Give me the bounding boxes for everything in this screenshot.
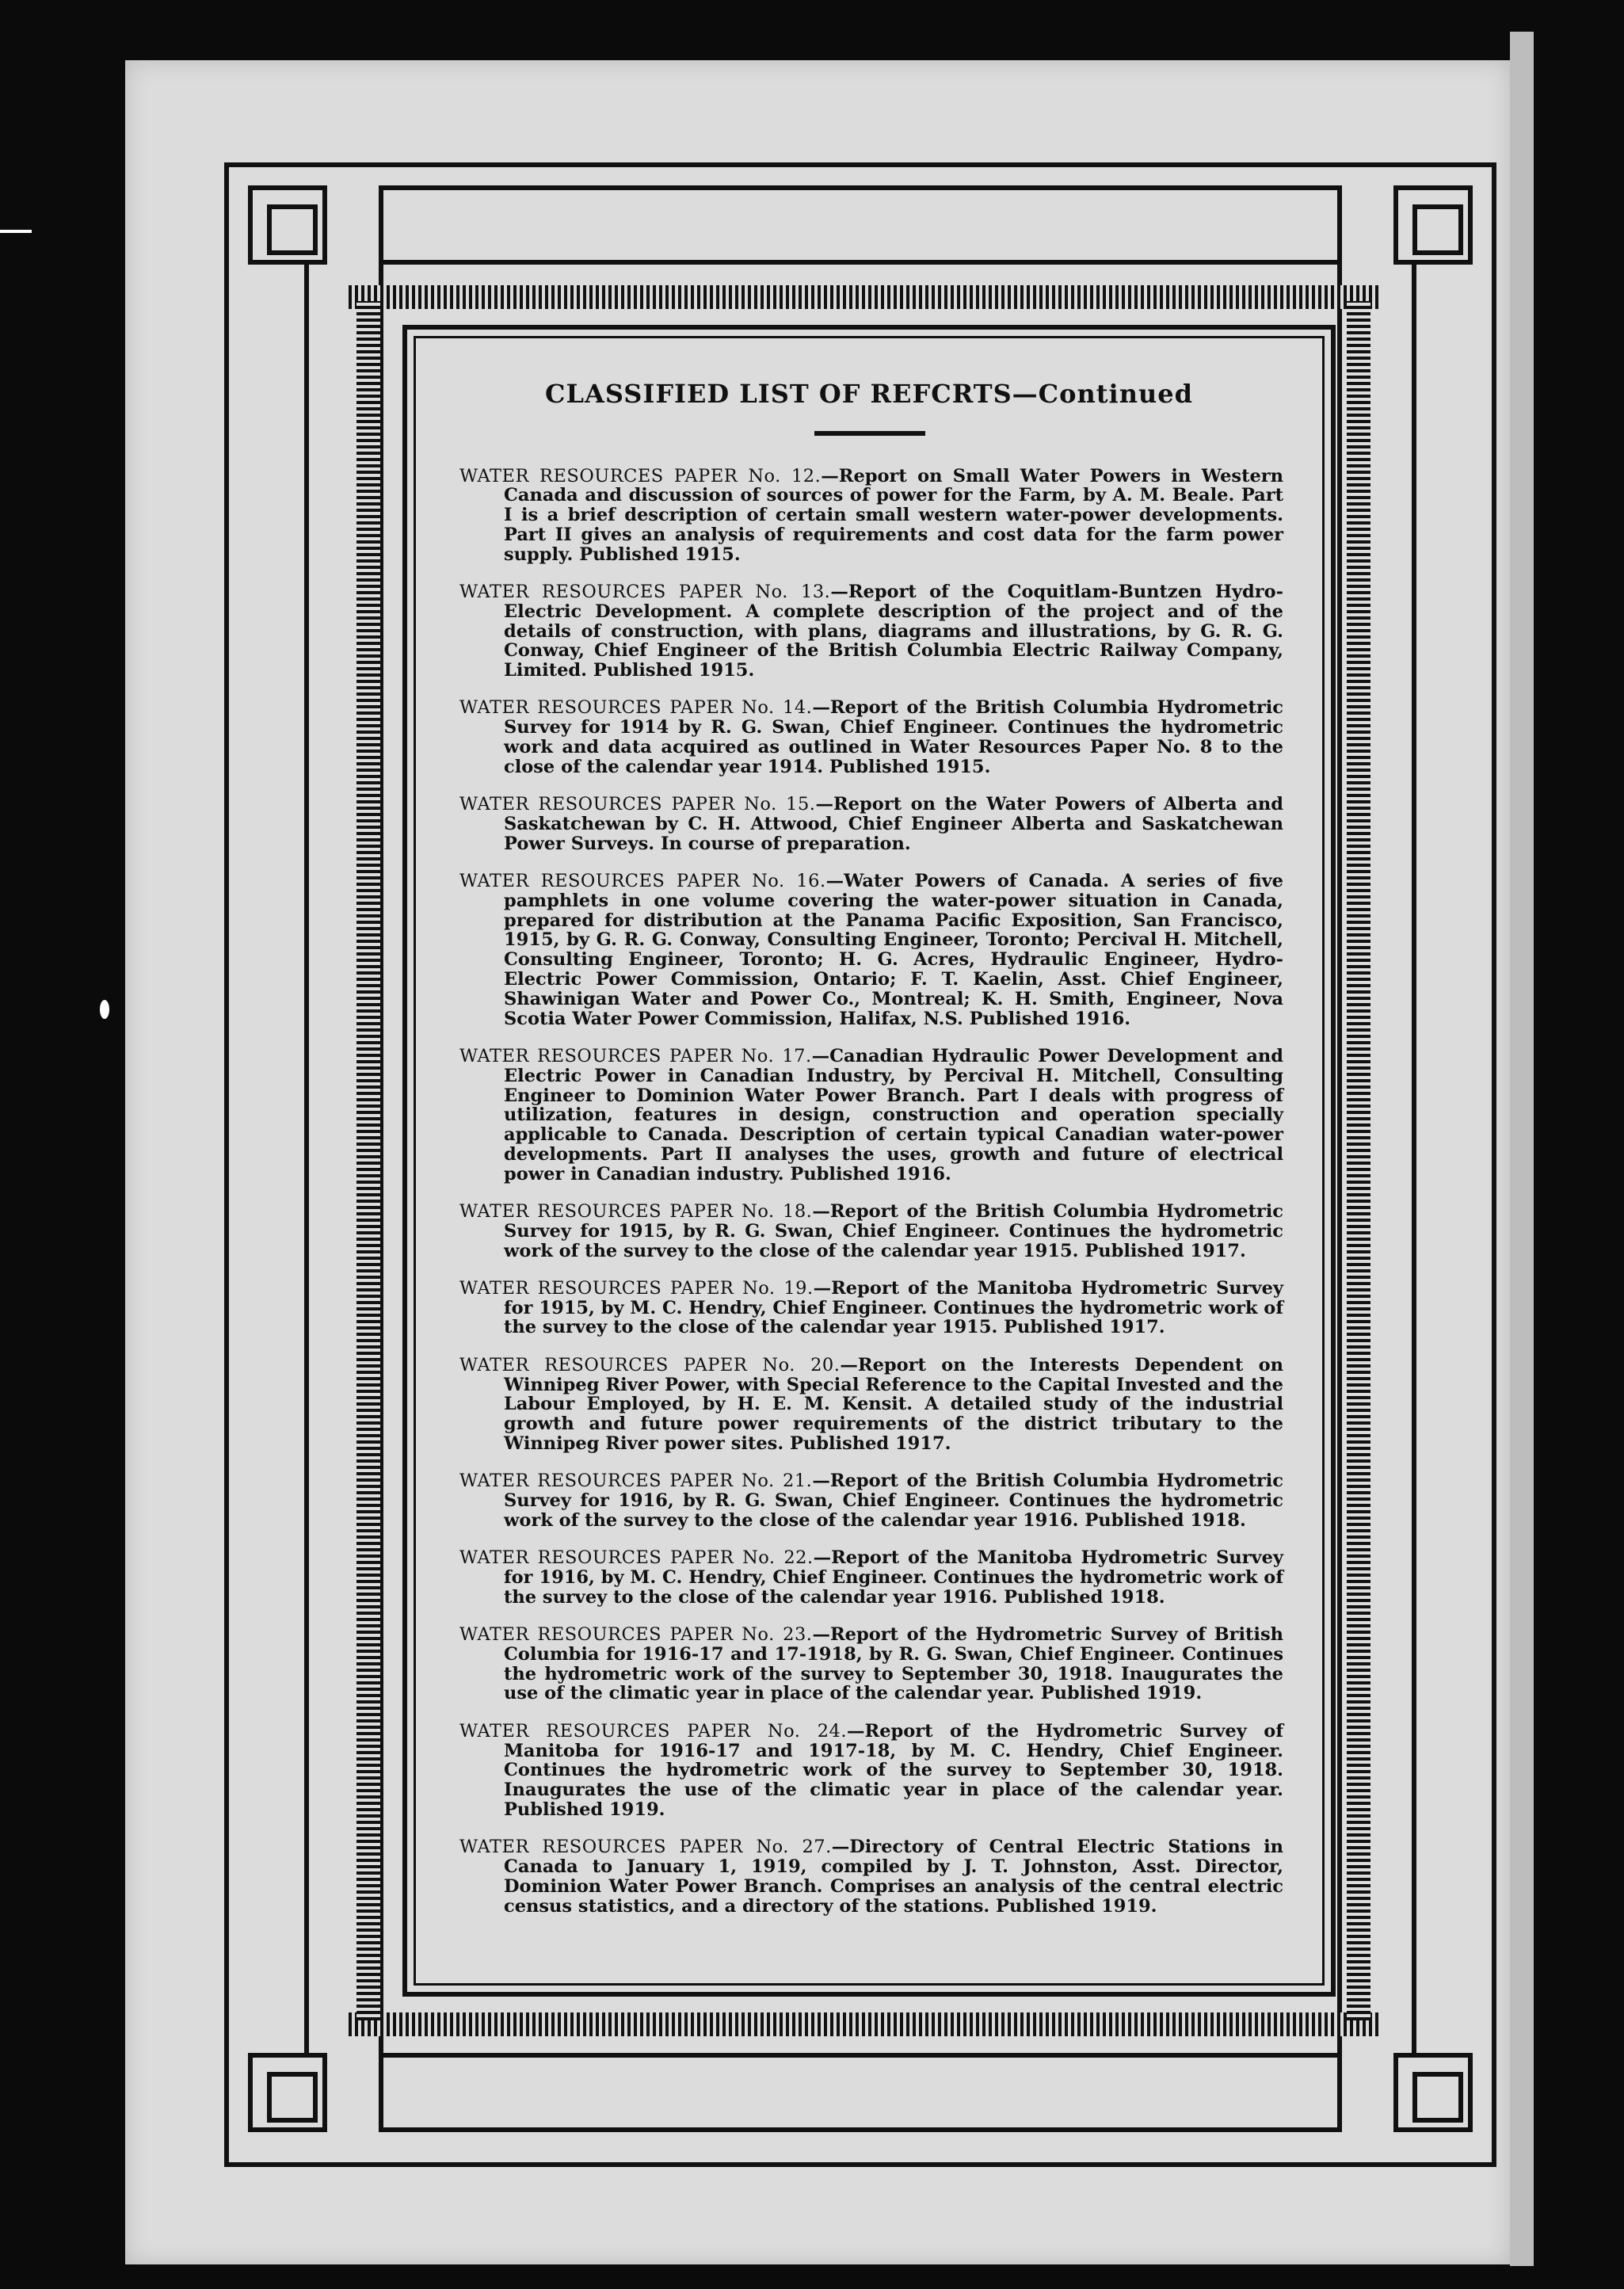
list-item: WATER RESOURCES PAPER No. 16.—Water Powers of Canada. A series of five pamphlets in one volume covering the water-power situation in Canada, prepared for distribution at the Panama Pacific Exposition, San Francisco, 1915, by G. R. G. Conway, Consulting Engineer, Toronto; Percival H. Mitchell, Consulting Engineer, Toronto; H. G. Acres, Hydraulic Engineer, Hydro-Electric Power Commission, Ontario; F. T. Kaelin, Asst. Chief Engineer, Shawinigan Water and Power Co., Montreal; K. H. Smith, Engineer, Nova Scotia Water Power Commission, Halifax, N.S. Published 1916. — [459, 871, 1283, 1029]
page-edge — [1510, 32, 1534, 2266]
hatched-band-right — [1347, 301, 1370, 2020]
corner-ornament-bottom-right — [1393, 2053, 1473, 2132]
list-item: WATER RESOURCES PAPER No. 17.—Canadian Hydraulic Power Development and Electric Power in Canadian Industry, by Percival H. Mitchell, Consulting Engineer to Dominion Water Power Branch. Part I deals with progress of utilization, features in design, construction and operation specially applicable to Canada. Description of certain typical Canadian water-power developments. Part II analyses the uses, growth and future of electrical power in Canadian industry. Published 1916. — [459, 1045, 1283, 1185]
list-item: WATER RESOURCES PAPER No. 24.—Report of the Hydrometric Survey of Manitoba for 1916-17 and 1917-18, by M. C. Hendry, Chief Engineer. Continues the hydrometric work of the survey to September 30, 1918. Inaugurates the use of the climatic year in place of the calendar year. Published 1919. — [459, 1720, 1283, 1820]
list-item: WATER RESOURCES PAPER No. 14.—Report of the British Columbia Hydrometric Survey for 1914 by R. G. Swan, Chief Engineer. Continues the hydrometric work and data acquired as outlined in Water Resources Paper No. 8 to the close of the calendar year 1914. Published 1915. — [459, 697, 1283, 777]
list-item: WATER RESOURCES PAPER No. 15.—Report on the Water Powers of Alberta and Saskatchewan by C. H. Attwood, Chief Engineer Alberta and Saskatchewan Power Surveys. In course of preparation. — [459, 794, 1284, 854]
hatched-band-bottom — [349, 2012, 1378, 2036]
list-item: WATER RESOURCES PAPER No. 20.—Report on the Interests Dependent on Winnipeg River Power, with Special Reference to the Capital Invested and the Labour Employed, by H. E. M. Kensit. A detailed study of the industrial growth and future power requirements of the district tributary to the Winnipeg River power sites. Published 1917. — [459, 1354, 1283, 1454]
frame-rail-bottom — [248, 2053, 1473, 2132]
paper-speck — [0, 230, 32, 233]
hatched-band-left — [356, 301, 380, 2020]
list-item: WATER RESOURCES PAPER No. 21.—Report of the British Columbia Hydrometric Survey for 1916, by R. G. Swan, Chief Engineer. Continues the hydrometric work of the survey to the close of the calendar year 1916. Published 1918. — [459, 1471, 1283, 1531]
list-item: WATER RESOURCES PAPER No. 19.—Report of the Manitoba Hydrometric Survey for 1915, by M. C. Hendry, Chief Engineer. Continues the hydrometric work of the survey to the close of the calendar year 1915. Published 1917. — [459, 1277, 1283, 1338]
paper-speck — [100, 1000, 109, 1019]
list-item: WATER RESOURCES PAPER No. 12.—Report on Small Water Powers in Western Canada and discussion of sources of power for the Farm, by A. M. Beale. Part I is a brief description of certain small western water-power developments. Part II gives an analysis of requirements and cost data for the farm power supply. Published 1915. — [459, 465, 1283, 565]
corner-ornament-bottom-left — [248, 2053, 327, 2132]
frame-rail-top — [248, 185, 1473, 265]
title-rule — [814, 431, 925, 436]
list-item: WATER RESOURCES PAPER No. 27.—Directory of Central Electric Stations in Canada to January 1, 1919, compiled by J. T. Johnston, Asst. Director, Dominion Water Power Branch. Comprises an analysis of the central electric census statistics, and a directory of the stations. Published 1919. — [459, 1837, 1284, 1917]
page-title: CLASSIFIED LIST OF REFCRTS—Continued — [545, 379, 1193, 409]
list-item: WATER RESOURCES PAPER No. 22.—Report of the Manitoba Hydrometric Survey for 1916, by M. C. Hendry, Chief Engineer. Continues the hydrometric work of the survey to the close of the calendar year 1916. Published 1918. — [459, 1547, 1283, 1608]
list-item: WATER RESOURCES PAPER No. 23.—Report of the Hydrometric Survey of British Columbia for 1916-17 and 17-1918, by R. G. Swan, Chief Engineer. Continues the hydrometric work of the survey to September 30, 1918. Inaugurates the use of the climatic year in place of the calendar year. Published 1919. — [459, 1624, 1283, 1704]
hatched-band-top — [349, 285, 1378, 309]
report-list — [459, 448, 1283, 1933]
list-item: WATER RESOURCES PAPER No. 18.—Report of the British Columbia Hydrometric Survey for 1915, by R. G. Swan, Chief Engineer. Continues the hydrometric work of the survey to the close of the calendar year 1915. Published 1917. — [459, 1201, 1283, 1261]
corner-ornament-top-left — [248, 185, 327, 265]
list-item: WATER RESOURCES PAPER No. 13.—Report of the Coquitlam-Buntzen Hydro-Electric Development. A complete description of the project and of the details of construction, with plans, diagrams and illustrations, by G. R. G. Conway, Chief Engineer of the British Columbia Electric Railway Company, Limited. Published 1915. — [459, 581, 1283, 681]
corner-ornament-top-right — [1393, 185, 1473, 265]
